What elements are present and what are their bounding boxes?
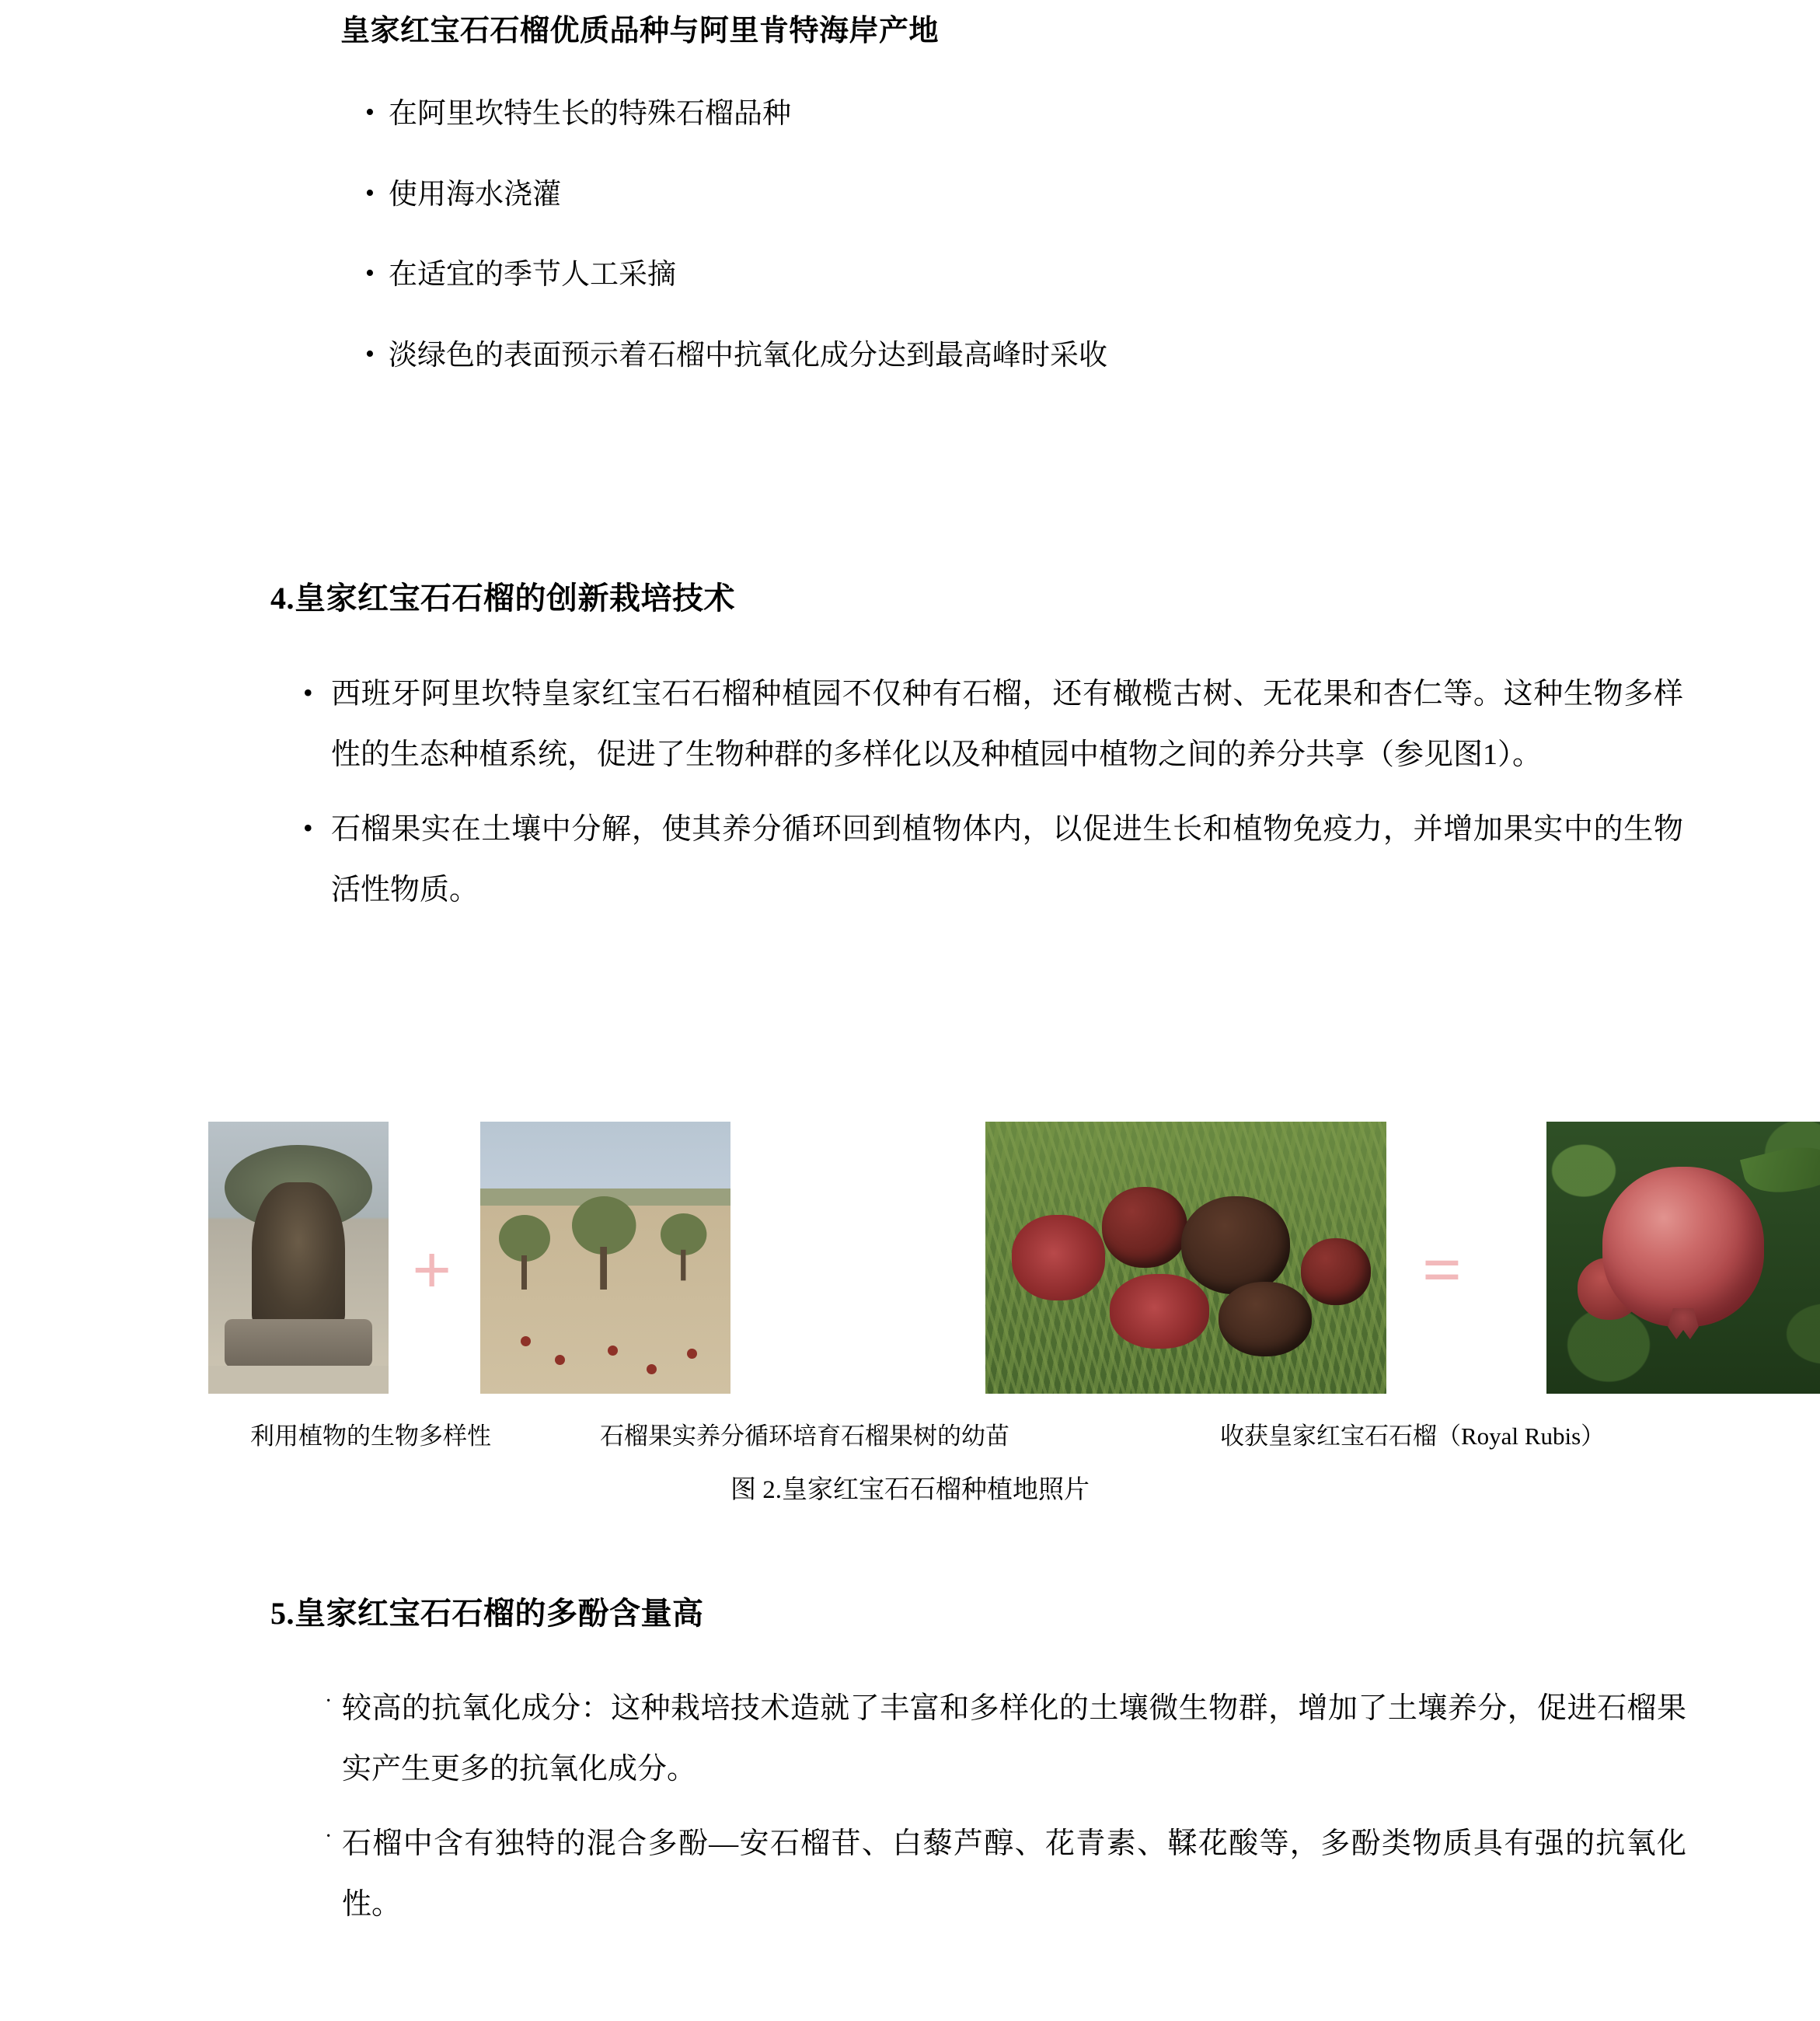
pomegranate-fruit bbox=[1181, 1196, 1290, 1294]
orchard-tree bbox=[661, 1213, 706, 1280]
section-5-bullet-list bbox=[325, 1679, 1693, 1949]
fallen-fruit bbox=[608, 1346, 618, 1356]
list-item-label: 石榴果实在土壤中分解，使其养分循环回到植物体内，以促进生长和植物免疫力，并增加果实中的生物活性物质。 bbox=[331, 812, 1683, 906]
section-4-heading: 4.皇家红宝石石榴的创新栽培技术 bbox=[270, 581, 735, 616]
orchard-tree bbox=[572, 1196, 636, 1290]
fallen-fruit bbox=[555, 1355, 565, 1365]
split-pomegranate bbox=[1012, 1215, 1105, 1300]
tree-trunk bbox=[252, 1182, 345, 1330]
royal-rubis-photo bbox=[1546, 1122, 1820, 1394]
page-title: 皇家红宝石石榴优质品种与阿里肯特海岸产地 bbox=[340, 15, 940, 47]
list-item-label: 使用海水浇灌 bbox=[389, 178, 561, 211]
figure-number-caption: 图 2.皇家红宝石石榴种植地照片 bbox=[730, 1476, 1090, 1504]
fallen-fruit bbox=[687, 1349, 697, 1359]
pomegranate-fruit bbox=[1102, 1187, 1187, 1268]
primary-pomegranate bbox=[1602, 1167, 1764, 1327]
plus-operator-icon: + bbox=[412, 1232, 452, 1309]
list-item bbox=[325, 1679, 1693, 1800]
bullet-marker-icon: • bbox=[303, 812, 313, 843]
list-item bbox=[365, 93, 1609, 135]
orchard-photo bbox=[480, 1122, 730, 1394]
pomegranate-fruit bbox=[1219, 1282, 1312, 1356]
ground-layer bbox=[208, 1366, 389, 1394]
bullet-marker-icon: • bbox=[303, 677, 313, 708]
photo-caption: 收获皇家红宝石石榴（Royal Rubis） bbox=[1220, 1422, 1606, 1450]
pomegranate-fruit bbox=[1301, 1238, 1371, 1305]
bullet-marker-icon: • bbox=[365, 178, 375, 208]
bullet-marker-icon: · bbox=[325, 1824, 333, 1848]
list-item-label: 较高的抗氧化成分：这种栽培技术造就了丰富和多样化的土壤微生物群，增加了土壤养分，促进石榴果实产生更多的抗氧化成分。 bbox=[342, 1692, 1686, 1785]
split-pomegranate bbox=[1110, 1274, 1209, 1349]
figure-2-image-strip bbox=[208, 1122, 1661, 1394]
orchard-tree bbox=[499, 1215, 550, 1290]
fallen-fruit bbox=[647, 1364, 657, 1374]
list-item-label: 石榴中含有独特的混合多酚—安石榴苷、白藜芦醇、花青素、鞣花酸等，多酚类物质具有强的抗氧化性。 bbox=[342, 1827, 1686, 1921]
fallen-fruit bbox=[521, 1336, 531, 1346]
list-item bbox=[325, 1814, 1693, 1935]
bullet-marker-icon: • bbox=[365, 339, 375, 368]
tree-planter bbox=[225, 1319, 372, 1367]
list-item bbox=[303, 800, 1702, 921]
list-item bbox=[365, 335, 1609, 377]
photo-caption: 利用植物的生物多样性 bbox=[250, 1422, 491, 1450]
section-4-bullet-list bbox=[303, 665, 1702, 935]
intro-bullet-list bbox=[365, 93, 1609, 416]
bullet-marker-icon: • bbox=[365, 259, 375, 288]
list-item-label: 在阿里坎特生长的特殊石榴品种 bbox=[389, 98, 791, 130]
list-item-label: 淡绿色的表面预示着石榴中抗氧化成分达到最高峰时采收 bbox=[389, 339, 1107, 372]
list-item-label: 在适宜的季节人工采摘 bbox=[389, 259, 676, 291]
list-item bbox=[303, 665, 1702, 786]
fallen-fruit-photo bbox=[985, 1122, 1386, 1394]
section-5-heading: 5.皇家红宝石石榴的多酚含量高 bbox=[270, 1596, 704, 1631]
olive-tree-photo bbox=[208, 1122, 389, 1394]
bullet-marker-icon: · bbox=[325, 1689, 333, 1713]
equals-operator-icon: = bbox=[1422, 1232, 1463, 1309]
list-item-label: 西班牙阿里坎特皇家红宝石石榴种植园不仅种有石榴，还有橄榄古树、无花果和杏仁等。这种生物多样性的生态种植系统，促进了生物种群的多样化以及种植园中植物之间的养分共享（参见图1）。 bbox=[331, 678, 1683, 771]
bullet-marker-icon: • bbox=[365, 98, 375, 127]
list-item bbox=[365, 254, 1609, 296]
list-item bbox=[365, 174, 1609, 216]
photo-caption: 石榴果实养分循环培育石榴果树的幼苗 bbox=[600, 1422, 1009, 1450]
